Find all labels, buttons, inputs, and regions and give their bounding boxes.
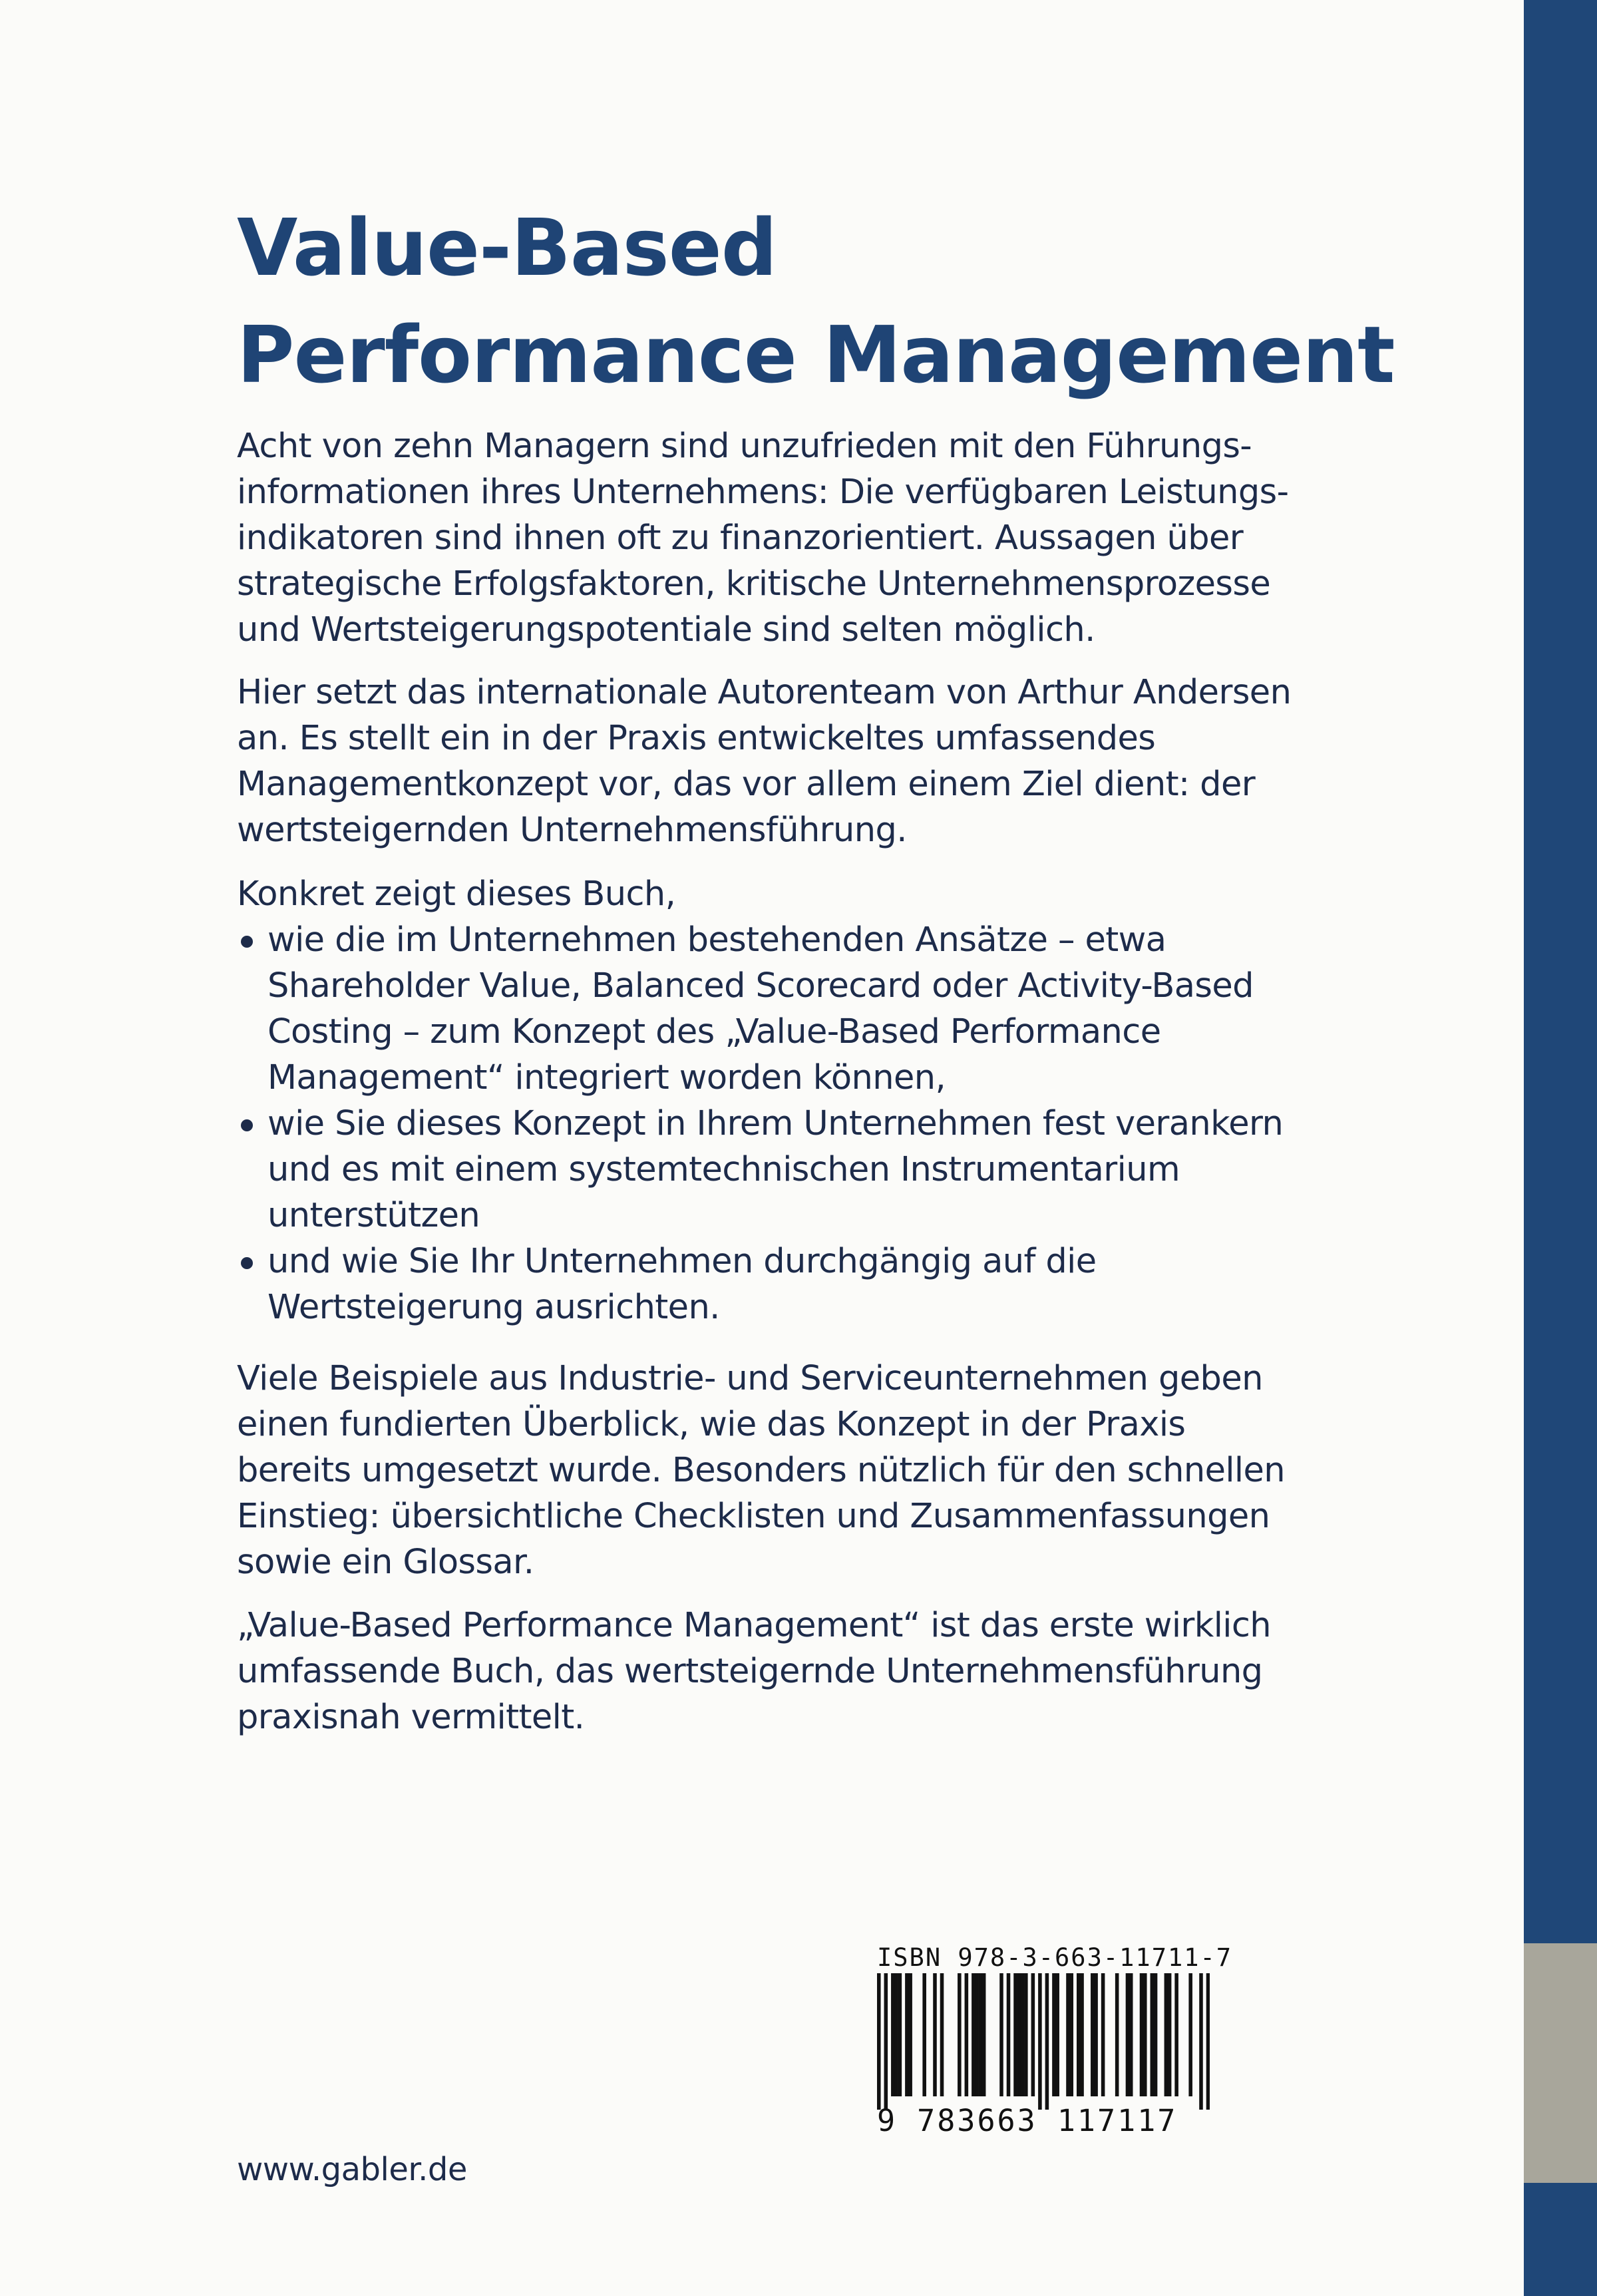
barcode-bar [933,1973,937,2096]
barcode-bar [940,1973,944,2096]
barcode-bar [1077,1973,1081,2096]
list-intro: Konkret zeigt dieses Buch, [237,874,676,914]
barcode-bar [979,1973,983,2096]
bullet-dot-icon [241,1119,253,1131]
text-line: sowie ein Glossar. [237,1543,534,1582]
barcode-bar [958,1973,962,2096]
paragraph-authors [237,670,1328,853]
barcode-bar [1017,1973,1021,2096]
text-line: an. Es stellt ein in der Praxis entwickeltes umfassendes [237,719,1156,758]
barcode-bar [1024,1973,1028,2096]
text-line: Einstieg: übersichtliche Checklisten und Zusammenfassungen [237,1497,1270,1536]
barcode-bar [1101,1973,1105,2096]
text-line: wie die im Unternehmen bestehenden Ansätze – etwa [267,920,1166,960]
text-line: Management“ integriert worden können, [267,1058,946,1097]
barcode-bar [972,1973,976,2096]
barcode-bar [905,1973,909,2096]
barcode-bar [1174,1973,1178,2096]
bullet-item [237,917,1328,1101]
barcode-digits: 9 783663 117117 [877,2103,1178,2138]
barcode-bar [1188,1973,1192,2096]
barcode-bar [1140,1973,1144,2096]
barcode-bar [877,1973,881,2110]
publisher-website: www.gabler.de [237,2151,467,2188]
barcode-bar [1094,1973,1098,2096]
barcode-bar [1206,1973,1210,2110]
text-line: informationen ihres Unternehmens: Die verfügbaren Leistungs- [237,473,1289,512]
text-line: Acht von zehn Managern sind unzufrieden mit den Führungs- [237,427,1252,466]
text-line: unterstützen [267,1196,480,1235]
barcode-bar [1164,1973,1168,2096]
barcode-bar [1143,1973,1147,2096]
barcode-bar [1129,1973,1133,2096]
paragraph-examples [237,1356,1328,1585]
text-line: Viele Beispiele aus Industrie- und Serviceunternehmen geben [237,1359,1263,1398]
barcode-bar [1038,1973,1042,2110]
barcode-bar [1052,1973,1056,2096]
barcode-bar [884,1973,888,2110]
text-line: bereits umgesetzt wurde. Besonders nützlich für den schnellen [237,1451,1285,1490]
barcode-bar [1151,1973,1154,2096]
text-line: Shareholder Value, Balanced Scorecard oder Activity-Based [267,966,1254,1006]
spine-gray-band [1524,1943,1597,2183]
barcode-bar [898,1973,902,2096]
barcode-bar [982,1973,986,2096]
barcode-bar [1013,1973,1017,2096]
barcode-bar [908,1973,912,2096]
text-line: Hier setzt das internationale Autorenteam von Arthur Andersen [237,673,1292,712]
barcode-bar [894,1973,898,2096]
text-line: und Wertsteigerungspotentiale sind selten möglich. [237,610,1095,650]
barcode-bar [1021,1973,1025,2096]
text-line: Managementkonzept vor, das vor allem einem Ziel dient: der [237,765,1256,804]
barcode-bar [1154,1973,1158,2096]
barcode-bar [1031,1973,1035,2096]
barcode-bar [1199,1973,1203,2110]
barcode-bar [975,1973,979,2096]
text-line: und wie Sie Ihr Unternehmen durchgängig auf die [267,1242,1097,1281]
barcode-bar [1045,1973,1049,2110]
bullet-item [237,1239,1328,1330]
barcode-bar [1080,1973,1084,2096]
text-line: wie Sie dieses Konzept in Ihrem Unternehmen fest verankern [267,1104,1284,1143]
barcode-bar [1126,1973,1130,2096]
text-line: indikatoren sind ihnen oft zu finanzorientiert. Aussagen über [237,518,1244,558]
text-line: Costing – zum Konzept des „Value-Based Performance [267,1012,1161,1052]
paragraph-closing [237,1603,1328,1740]
barcode-bar [999,1973,1003,2096]
barcode-bar [1115,1973,1119,2096]
isbn-label: ISBN 978-3-663-11711-7 [877,1943,1233,1972]
barcode-bar [1069,1973,1073,2096]
text-line: umfassende Buch, das wertsteigernde Unternehmensführung [237,1652,1263,1691]
text-line: „Value-Based Performance Management“ ist das erste wirklich [237,1606,1271,1645]
title-line-1: Value-Based [237,202,777,293]
barcode-bar [1055,1973,1059,2096]
bullet-item [237,1101,1328,1239]
text-line: und es mit einem systemtechnischen Instrumentarium [267,1150,1180,1189]
barcode-bar [1091,1973,1095,2096]
barcode-bar [1168,1973,1172,2096]
barcode-bar [965,1973,969,2096]
text-line: strategische Erfolgsfaktoren, kritische Unternehmensprozesse [237,564,1271,604]
book-title [237,194,1395,409]
barcode-bar [1066,1973,1070,2096]
title-line-2: Performance Management [237,309,1395,401]
isbn-barcode [877,1973,1210,2110]
paragraph-list [237,871,1328,1330]
text-line: einen fundierten Überblick, wie das Konzept in der Praxis [237,1405,1186,1444]
barcode-bar [891,1973,895,2096]
text-line: Wertsteigerung ausrichten. [267,1288,720,1327]
bullet-dot-icon [241,936,253,948]
barcode-bar [1007,1973,1011,2096]
barcode-bar [922,1973,926,2096]
text-line: wertsteigernden Unternehmensführung. [237,811,907,850]
text-line: praxisnah vermittelt. [237,1698,585,1737]
bullet-dot-icon [241,1257,253,1269]
paragraph-intro [237,423,1328,653]
